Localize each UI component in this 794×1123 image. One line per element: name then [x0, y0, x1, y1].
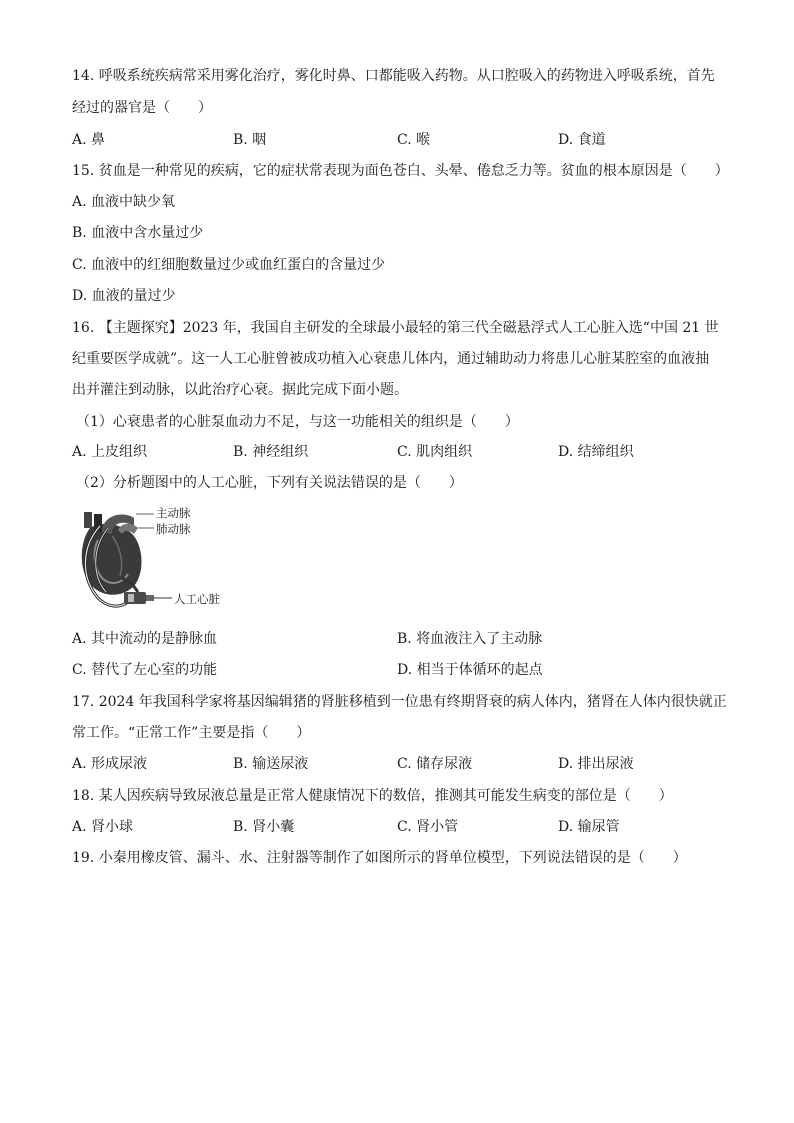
q16-sub2-option-c: C. 替代了左心室的功能 — [72, 662, 218, 678]
q18-option-b: B. 肾小囊 — [233, 819, 295, 835]
q16-sub2-option-b: B. 将血液注入了主动脉 — [397, 631, 543, 647]
q15-stem: 15. 贫血是一种常见的疾病，它的症状常表现为面色苍白、头晕、倦怠乏力等。贫血的根本原因是（ ） — [72, 163, 729, 179]
q15-option-b: B. 血液中含水量过少 — [72, 225, 204, 241]
q15-option-d: D. 血液的量过少 — [72, 288, 176, 304]
figure-label-aorta: 主动脉 — [156, 506, 191, 520]
q17-stem-line1: 17. 2024 年我国科学家将基因编辑猪的肾脏移植到一位患有终期肾衰的病人体内，猪肾在人体内很快就正 — [72, 694, 727, 710]
q14-option-a: A. 鼻 — [72, 132, 106, 148]
q15-option-a: A. 血液中缺少氧 — [72, 194, 176, 210]
q16-sub1-option-a: A. 上皮组织 — [72, 444, 148, 460]
q18-option-c: C. 肾小管 — [397, 819, 459, 835]
q18-option-a: A. 肾小球 — [72, 819, 134, 835]
q17-option-a: A. 形成尿液 — [72, 756, 148, 772]
figure-label-pulmonary-artery: 肺动脉 — [156, 522, 191, 536]
q16-stem-line2: 纪重要医学成就”。这一人工心脏曾被成功植入心衰患儿体内，通过辅助动力将患儿心脏某腔室的血液抽 — [72, 351, 710, 367]
q19-stem: 19. 小秦用橡皮管、漏斗、水、注射器等制作了如图所示的肾单位模型，下列说法错误的是（ ） — [72, 850, 687, 866]
q16-sub2-stem: （2）分析题图中的人工心脏，下列有关说法错误的是（ ） — [76, 475, 463, 491]
q16-stem-line3: 出并灌注到动脉，以此治疗心衰。据此完成下面小题。 — [72, 382, 408, 398]
q17-option-c: C. 储存尿液 — [397, 756, 473, 772]
artificial-heart-figure — [72, 506, 232, 618]
q17-option-b: B. 输送尿液 — [233, 756, 309, 772]
q17-option-d: D. 排出尿液 — [558, 756, 634, 772]
q14-option-b: B. 咽 — [233, 132, 267, 148]
q18-stem: 18. 某人因疾病导致尿液总量是正常人健康情况下的数倍，推测其可能发生病变的部位是（ ） — [72, 788, 673, 804]
q14-stem-line1: 14. 呼吸系统疾病常采用雾化治疗，雾化时鼻、口都能吸入药物。从口腔吸入的药物进入呼吸系统，首先 — [72, 68, 715, 84]
q16-stem-line1: 16. 【主题探究】2023 年，我国自主研发的全球最小最轻的第三代全磁悬浮式人工心脏入选“中国 21 世 — [72, 320, 719, 336]
q14-option-c: C. 喉 — [397, 132, 431, 148]
q16-sub2-option-d: D. 相当于体循环的起点 — [397, 662, 543, 678]
q18-option-d: D. 输尿管 — [558, 819, 620, 835]
q16-sub1-option-d: D. 结缔组织 — [558, 444, 634, 460]
q16-sub2-option-a: A. 其中流动的是静脉血 — [72, 631, 218, 647]
q16-sub1-option-c: C. 肌肉组织 — [397, 444, 473, 460]
q16-sub1-option-b: B. 神经组织 — [233, 444, 309, 460]
q16-sub1-stem: （1）心衰患者的心脏泵血动力不足，与这一功能相关的组织是（ ） — [76, 414, 519, 430]
q15-option-c: C. 血液中的红细胞数量过少或血红蛋白的含量过少 — [72, 257, 386, 273]
q17-stem-line2: 常工作。“正常工作”主要是指（ ） — [72, 725, 311, 741]
figure-label-artificial-heart: 人工心脏 — [174, 592, 220, 606]
q14-option-d: D. 食道 — [558, 132, 606, 148]
q14-stem-line2: 经过的器官是（ ） — [72, 100, 212, 116]
